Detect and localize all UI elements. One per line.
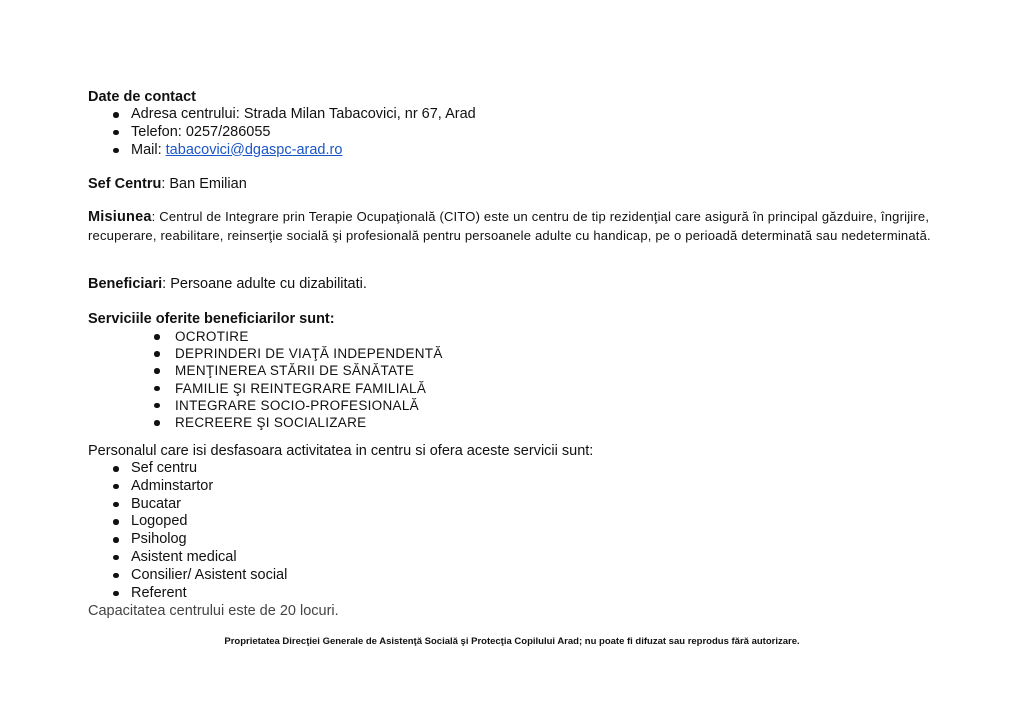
contact-list xyxy=(88,106,968,159)
staff-item: Logoped xyxy=(88,513,968,531)
mission-text: : Centrul de Integrare prin Terapie Ocupaţională (CITO) este un centru de tip rezidenţial care asigură în principal găzduire, îngrijire, recuperare, reabilitare, reinserţie socială şi profesională pentru persoanele adulte cu handicap, pe o perioadă determinată sau nedeterminată. xyxy=(88,209,931,243)
contact-mail xyxy=(88,142,968,160)
service-item: FAMILIE ŞI REINTEGRARE FAMILIALĂ xyxy=(88,380,968,397)
mail-link[interactable]: tabacovici@dgaspc-arad.ro xyxy=(165,141,343,158)
staff-item: Asistent medical xyxy=(88,549,968,567)
mission-section xyxy=(88,208,970,244)
service-item: INTEGRARE SOCIO-PROFESIONALĂ xyxy=(88,397,968,414)
staff-item: Referent xyxy=(88,585,968,603)
footer-note: Proprietatea Direcţiei Generale de Asistenţă Socială şi Protecţia Copilului Arad; nu poate fi difuzat sau reprodus fără autorizare. xyxy=(224,636,800,647)
service-item: DEPRINDERI DE VIAŢĂ INDEPENDENTĂ xyxy=(88,345,968,362)
service-item: OCROTIRE xyxy=(88,328,968,345)
beneficiari-label: Beneficiari xyxy=(88,276,163,292)
service-item: RECREERE ŞI SOCIALIZARE xyxy=(88,414,968,431)
services-heading: Serviciile oferite beneficiarilor sunt: xyxy=(88,311,335,327)
mail-label: Mail: xyxy=(131,141,166,158)
beneficiari-line xyxy=(88,275,968,293)
staff-item: Psiholog xyxy=(88,531,968,549)
staff-item: Sef centru xyxy=(88,460,968,478)
staff-item: Adminstartor xyxy=(88,478,968,496)
staff-intro: Personalul care isi desfasoara activitatea in centru si ofera aceste servicii sunt: xyxy=(88,443,594,459)
services-section xyxy=(88,310,968,431)
contact-section xyxy=(88,88,968,159)
services-list xyxy=(88,328,968,431)
capacity-text: Capacitatea centrului este de 20 locuri. xyxy=(88,603,339,620)
staff-item: Consilier/ Asistent social xyxy=(88,567,968,585)
mission-label: Misiunea xyxy=(88,209,152,225)
mission-paragraph xyxy=(88,208,970,244)
service-item: MENŢINEREA STĂRII DE SĂNĂTATE xyxy=(88,362,968,379)
staff-section xyxy=(88,442,968,620)
contact-heading: Date de contact xyxy=(88,89,196,105)
sef-line xyxy=(88,175,968,193)
sef-value: : Ban Emilian xyxy=(161,176,247,192)
staff-item: Bucatar xyxy=(88,496,968,514)
contact-address: Adresa centrului: Strada Milan Tabacovici, nr 67, Arad xyxy=(88,106,968,124)
sef-label: Sef Centru xyxy=(88,176,162,192)
beneficiari-section xyxy=(88,275,968,293)
beneficiari-value: : Persoane adulte cu dizabilitati. xyxy=(162,276,367,292)
staff-list xyxy=(88,460,968,602)
sef-section xyxy=(88,175,968,193)
contact-phone: Telefon: 0257/286055 xyxy=(88,124,968,142)
